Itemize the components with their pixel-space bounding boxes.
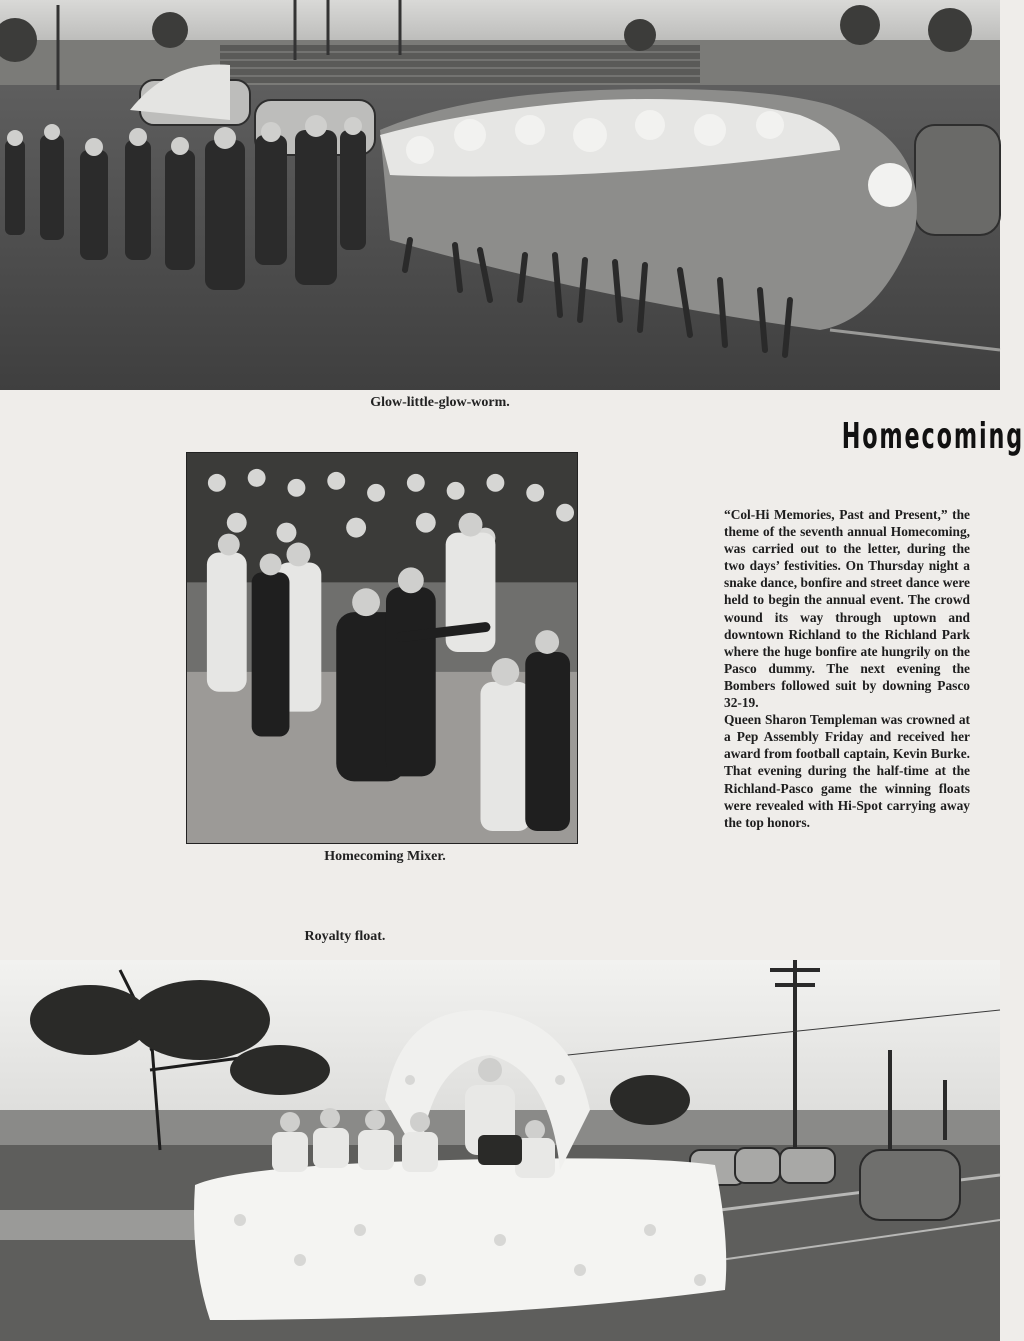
glow-worm-parade-image: [0, 0, 1000, 390]
caption-glow-worm: Glow-little-glow-worm.: [370, 395, 510, 410]
article-paragraph: Queen Sharon Templeman was crowned at a Pep Assembly Friday and received her award from football captain, Kevin Burke. That evening during the half-time at the Richland-Pasco game the winning floats were revealed with Hi-Spot carrying away the top honors.: [724, 712, 970, 830]
royalty-float-image: [0, 960, 1000, 1341]
homecoming-mixer-image: [187, 453, 577, 843]
page-title: Homecoming: [841, 416, 1024, 457]
article-paragraph: “Col-Hi Memories, Past and Present,” the theme of the seventh annual Homecoming, was carried out to the letter, during the two days’ festivities. On Thursday night a snake dance, bonfire and street dance were held to begin the annual event. The crowd wound its way through uptown and downtown Richland to the Richland Park where the huge bonfire ate hungrily on the Pasco dummy. The next evening the Bombers followed suit by downing Pasco 32-19.: [724, 507, 970, 711]
caption-homecoming-mixer: Homecoming Mixer.: [324, 849, 446, 864]
article-body: [724, 506, 970, 831]
photo-glow-worm-parade: [0, 0, 1000, 390]
caption-royalty-float: Royalty float.: [304, 929, 386, 944]
photo-royalty-float: [0, 960, 1000, 1341]
photo-homecoming-mixer: [186, 452, 578, 844]
